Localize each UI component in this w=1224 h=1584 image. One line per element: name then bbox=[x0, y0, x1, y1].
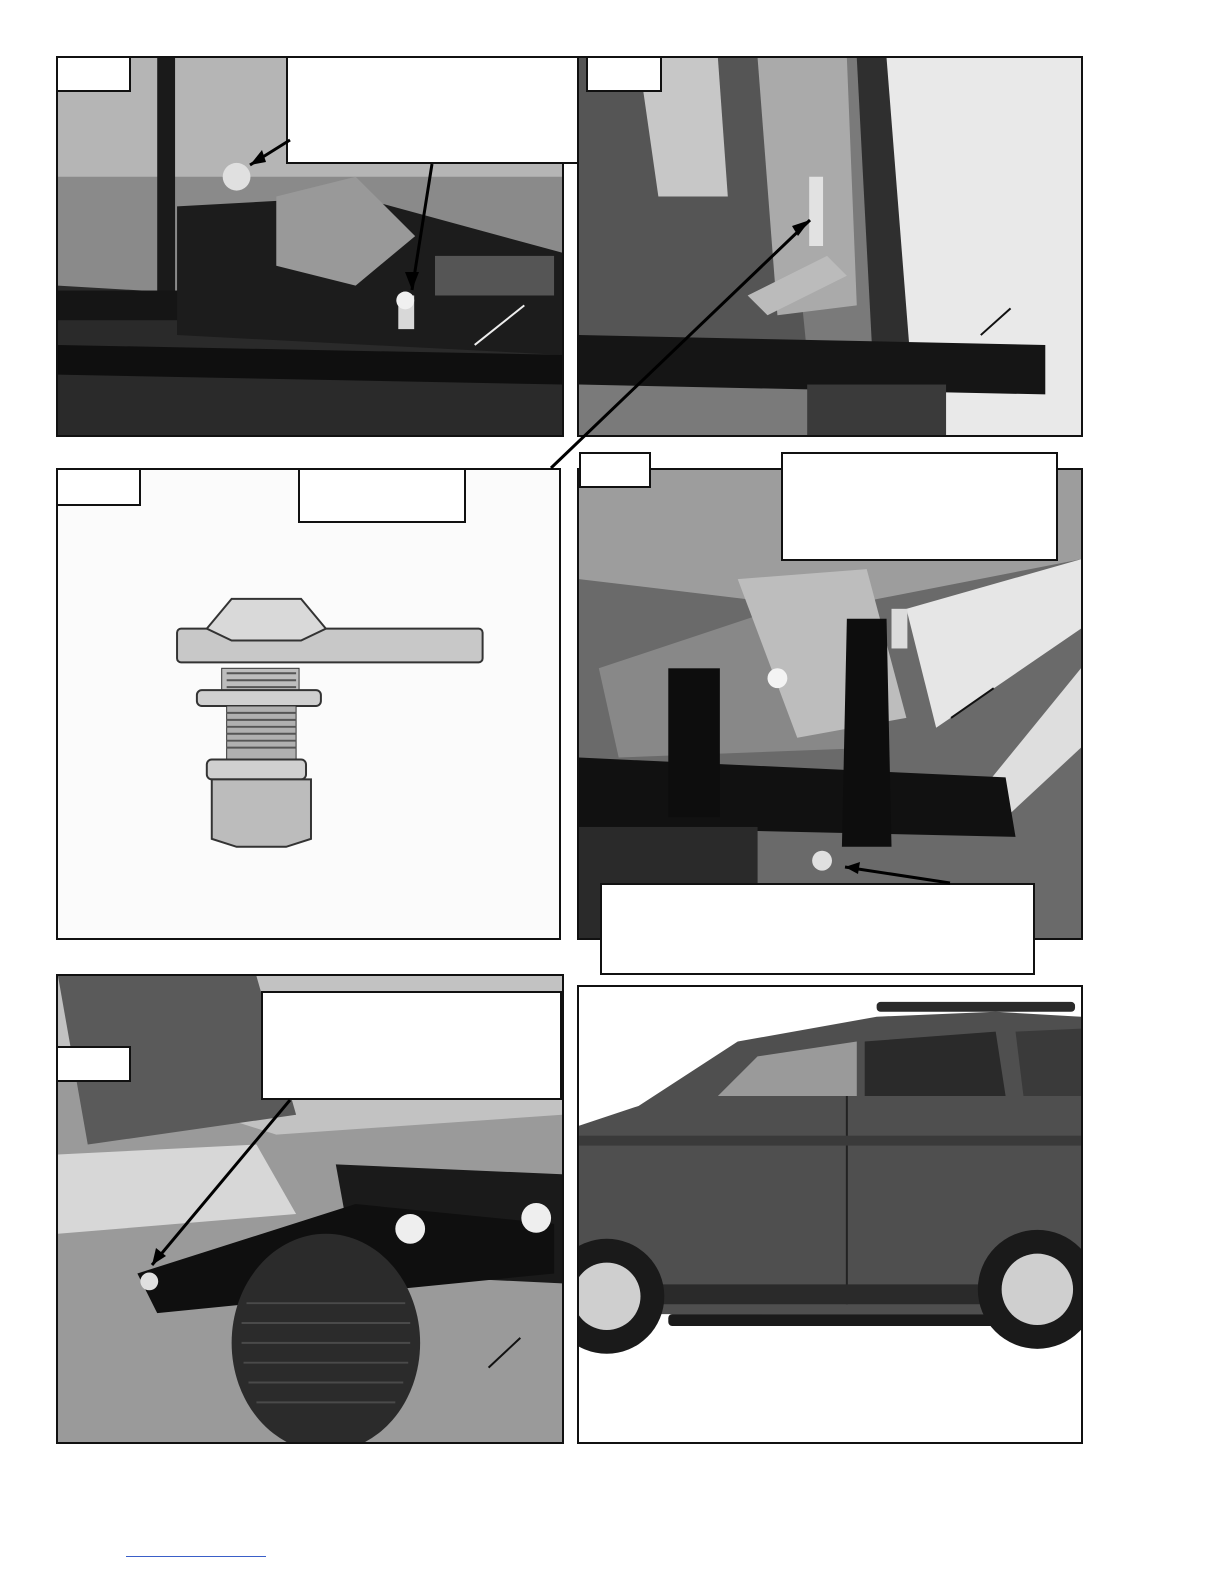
figure-c-image bbox=[58, 470, 559, 938]
figure-b-tag bbox=[586, 56, 662, 92]
footer-link[interactable] bbox=[126, 1556, 266, 1557]
figure-e-callout bbox=[261, 991, 562, 1100]
figure-f-photo bbox=[577, 985, 1083, 1444]
figure-d-callout-bottom bbox=[600, 883, 1035, 975]
figure-b-image bbox=[579, 58, 1081, 435]
figure-d-callout-top bbox=[781, 452, 1058, 561]
figure-c-photo bbox=[56, 468, 561, 940]
figure-c-tag bbox=[56, 468, 141, 506]
figure-d-tag bbox=[579, 452, 651, 488]
vehicle-image bbox=[579, 987, 1081, 1442]
figure-b-photo bbox=[577, 56, 1083, 437]
figure-c-callout bbox=[298, 468, 466, 523]
figure-a-tag bbox=[56, 56, 131, 92]
figure-a-callout bbox=[286, 56, 585, 164]
figure-e-tag bbox=[56, 1046, 131, 1082]
